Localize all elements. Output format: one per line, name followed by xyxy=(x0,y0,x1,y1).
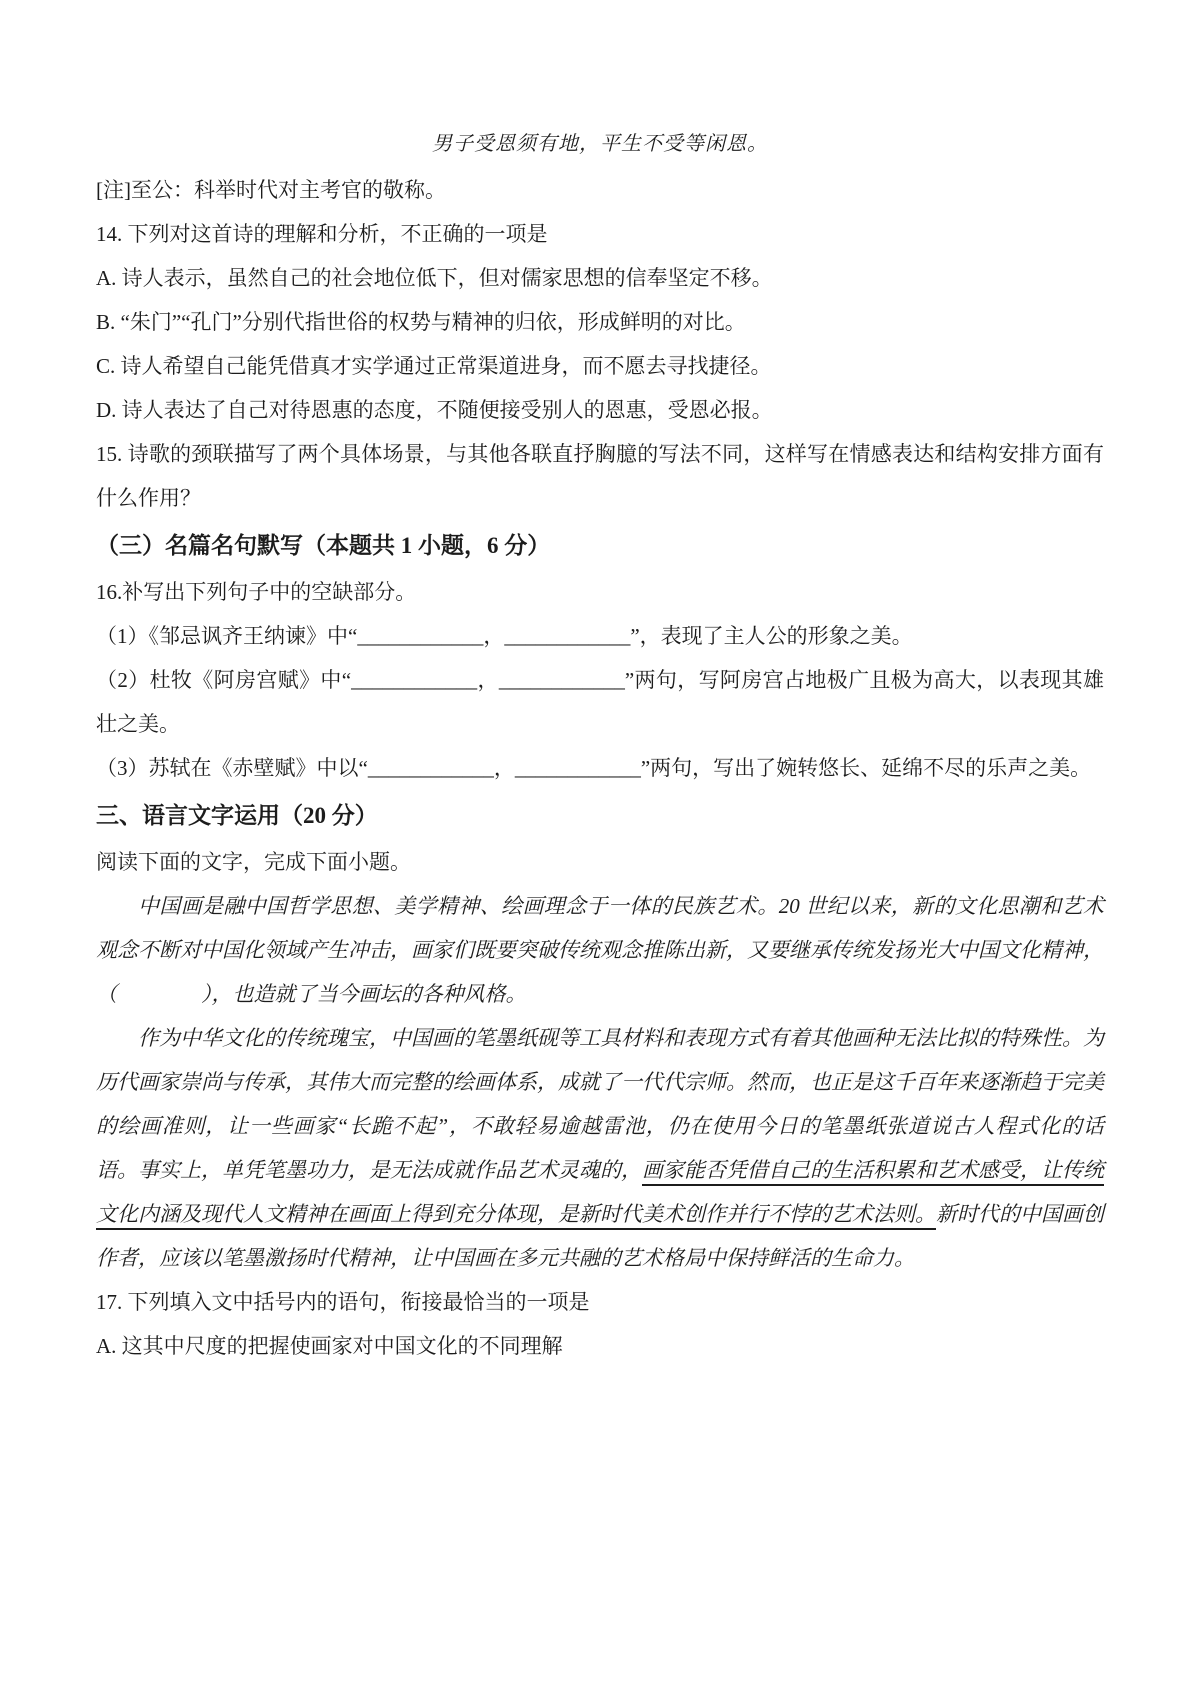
question-14-option-b: B. “朱门”“孔门”分别代指世俗的权势与精神的归依，形成鲜明的对比。 xyxy=(96,310,746,334)
question-14-option-a: A. 诗人表示，虽然自己的社会地位低下，但对儒家思想的信奉坚定不移。 xyxy=(96,266,773,290)
reading-instruction: 阅读下面的文字，完成下面小题。 xyxy=(96,850,411,874)
passage-paragraph-2-plain-start: 作为中华文化的传统瑰宝，中国画的笔墨纸砚等工具材料和表现方式有着其他画种无法比拟的特殊性。为历代画家崇尚与传承，其伟大而完整的绘画体系，成就了一代代宗师。然而，也正是这千百年来逐渐趋于完美的绘画准则，让一些画家“长跪不起”，不敢轻易逾越雷池，仍在使用今日的笔墨纸张道说古人程式化的话语。事实上，单凭笔墨功力，是无法成就作品艺术灵魂的， xyxy=(96,1026,1104,1182)
poem-quote-line: 男子受恩须有地，平生不受等闲恩。 xyxy=(432,133,768,155)
part-heading-language-use: 三、语言文字运用（20 分） xyxy=(96,803,378,828)
question-16-item-1: （1）《邹忌讽齐王纳谏》中“____________，____________”，表现了主人公的形象之美。 xyxy=(96,624,913,648)
section-heading-dictation: （三）名篇名句默写（本题共 1 小题，6 分） xyxy=(96,533,551,558)
question-15-stem: 15. 诗歌的颈联描写了两个具体场景，与其他各联直抒胸臆的写法不同，这样写在情感表达和结构安排方面有什么作用？ xyxy=(96,442,1104,510)
question-16-item-2: （2）杜牧《阿房宫赋》中“____________，____________”两句，写阿房宫占地极广且极为高大，以表现其雄壮之美。 xyxy=(96,668,1104,736)
question-16-item-3: （3）苏轼在《赤壁赋》中以“____________，____________”两句，写出了婉转悠长、延绵不尽的乐声之美。 xyxy=(96,756,1092,780)
passage-paragraph-2-underlined-segment: 画家能否凭借自己的生活积累和艺术感受，让传统文化内涵及现代人文精神在画面上得到充分体现，是新时代美术创作并行不悖的艺术法则。 xyxy=(96,1158,1104,1226)
question-14-option-c: C. 诗人希望自己能凭借真才实学通过正常渠道进身，而不愿去寻找捷径。 xyxy=(96,354,772,378)
question-17-stem: 17. 下列填入文中括号内的语句，衔接最恰当的一项是 xyxy=(96,1290,590,1314)
question-14-option-d: D. 诗人表达了自己对待恩惠的态度，不随便接受别人的恩惠，受恩必报。 xyxy=(96,398,773,422)
poem-annotation: [注]至公：科举时代对主考官的敬称。 xyxy=(96,178,446,202)
passage-paragraph-2-plain-end: 新时代的中国画创作者，应该以笔墨激扬时代精神，让中国画在多元共融的艺术格局中保持鲜活的生命力。 xyxy=(96,1202,1104,1270)
question-16-stem: 16.补写出下列句子中的空缺部分。 xyxy=(96,580,417,604)
question-14-stem: 14. 下列对这首诗的理解和分析，不正确的一项是 xyxy=(96,222,548,246)
passage-paragraph-1: 中国画是融中国哲学思想、美学精神、绘画理念于一体的民族艺术。20 世纪以来，新的文化思潮和艺术观念不断对中国化领域产生冲击，画家们既要突破传统观念推陈出新，又要继承传统发扬光大中国文化精神，（ ），也造就了当今画坛的各种风格。 xyxy=(96,894,1104,1006)
passage-paragraph-2 xyxy=(96,1016,1104,1280)
question-17-option-a: A. 这其中尺度的把握使画家对中国文化的不同理解 xyxy=(96,1334,563,1358)
